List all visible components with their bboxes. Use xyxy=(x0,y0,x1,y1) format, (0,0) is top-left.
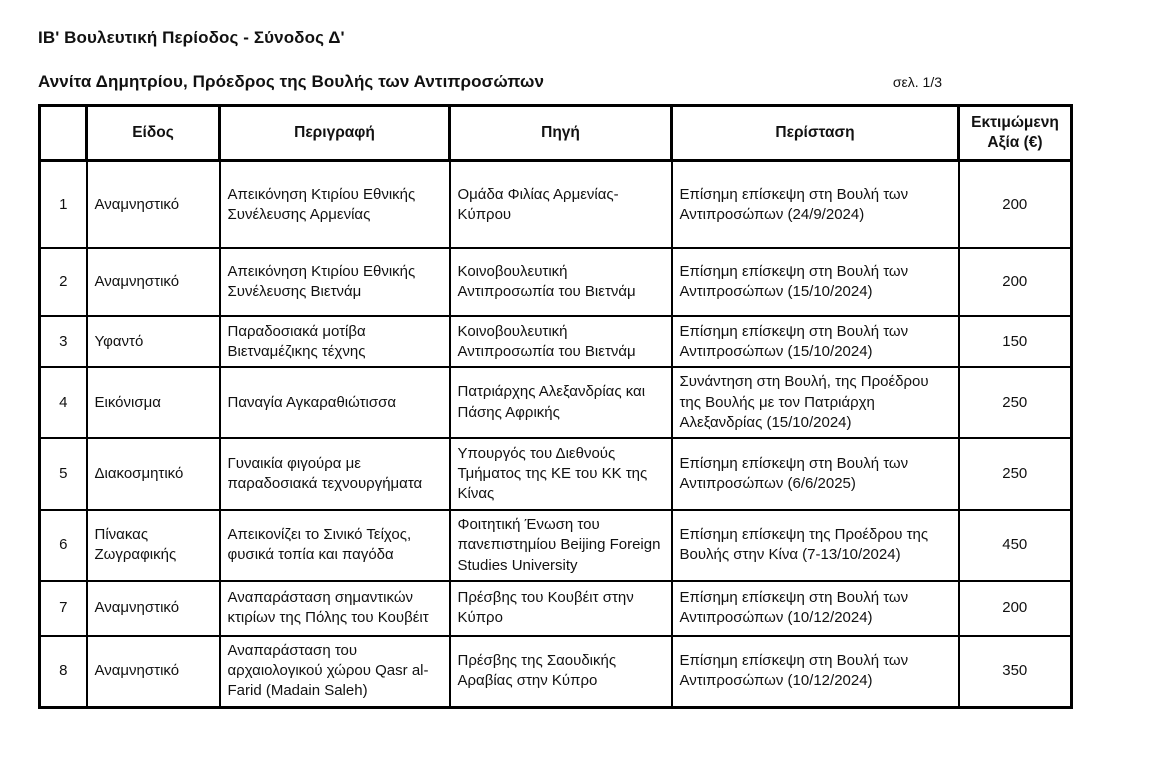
page-number: σελ. 1/3 xyxy=(892,74,942,90)
cell-value: 350 xyxy=(959,636,1072,707)
cell-description: Απεικόνηση Κτιρίου Εθνικής Συνέλευσης Βιετνάμ xyxy=(220,248,450,316)
cell-occasion: Επίσημη επίσκεψη στη Βουλή των Αντιπροσώπων (6/6/2025) xyxy=(672,438,959,510)
cell-kind: Πίνακας Ζωγραφικής xyxy=(87,510,220,581)
cell-kind: Αναμνηστικό xyxy=(87,636,220,707)
cell-index: 7 xyxy=(40,581,87,636)
cell-description: Παναγία Αγκαραθιώτισσα xyxy=(220,367,450,438)
cell-source: Κοινοβουλευτική Αντιπροσωπία του Βιετνάμ xyxy=(450,316,672,367)
cell-index: 4 xyxy=(40,367,87,438)
header-source: Πηγή xyxy=(450,106,672,161)
cell-index: 6 xyxy=(40,510,87,581)
cell-occasion: Συνάντηση στη Βουλή, της Προέδρου της Βουλής με τον Πατριάρχη Αλεξανδρίας (15/10/2024) xyxy=(672,367,959,438)
gifts-table-header xyxy=(40,106,1072,161)
document-content xyxy=(38,28,1070,709)
cell-kind: Αναμνηστικό xyxy=(87,161,220,249)
table-row xyxy=(40,636,1072,707)
cell-kind: Διακοσμητικό xyxy=(87,438,220,510)
cell-index: 5 xyxy=(40,438,87,510)
header-row xyxy=(40,106,1072,161)
table-row xyxy=(40,581,1072,636)
header-value: Εκτιμώμενη Αξία (€) xyxy=(959,106,1072,161)
cell-occasion: Επίσημη επίσκεψη στη Βουλή των Αντιπροσώπων (10/12/2024) xyxy=(672,581,959,636)
cell-value: 250 xyxy=(959,367,1072,438)
cell-value: 450 xyxy=(959,510,1072,581)
table-row xyxy=(40,248,1072,316)
cell-kind: Υφαντό xyxy=(87,316,220,367)
cell-source: Πρέσβης του Κουβέιτ στην Κύπρο xyxy=(450,581,672,636)
cell-occasion: Επίσημη επίσκεψη στη Βουλή των Αντιπροσώπων (24/9/2024) xyxy=(672,161,959,249)
cell-source: Κοινοβουλευτική Αντιπροσωπία του Βιετνάμ xyxy=(450,248,672,316)
gifts-table xyxy=(38,104,1073,709)
cell-source: Φοιτητική Ένωση του πανεπιστημίου Beijing Foreign Studies University xyxy=(450,510,672,581)
table-row xyxy=(40,367,1072,438)
cell-source: Ομάδα Φιλίας Αρμενίας-Κύπρου xyxy=(450,161,672,249)
cell-description: Απεικονίζει το Σινικό Τείχος, φυσικά τοπία και παγόδα xyxy=(220,510,450,581)
cell-description: Αναπαράσταση σημαντικών κτιρίων της Πόλης του Κουβέιτ xyxy=(220,581,450,636)
cell-description: Απεικόνηση Κτιρίου Εθνικής Συνέλευσης Αρμενίας xyxy=(220,161,450,249)
cell-description: Παραδοσιακά μοτίβα Βιετναμέζικης τέχνης xyxy=(220,316,450,367)
owner-title: Αννίτα Δημητρίου, Πρόεδρος της Βουλής των Αντιπροσώπων xyxy=(38,72,545,91)
period-title: ΙΒ' Βουλευτική Περίοδος - Σύνοδος Δ' xyxy=(38,28,345,47)
header-index xyxy=(40,106,87,161)
cell-value: 200 xyxy=(959,581,1072,636)
cell-description: Αναπαράσταση του αρχαιολογικού χώρου Qasr al-Farid (Madain Saleh) xyxy=(220,636,450,707)
cell-value: 150 xyxy=(959,316,1072,367)
cell-occasion: Επίσημη επίσκεψη στη Βουλή των Αντιπροσώπων (15/10/2024) xyxy=(672,248,959,316)
table-row xyxy=(40,161,1072,249)
cell-occasion: Επίσημη επίσκεψη της Προέδρου της Βουλής στην Κίνα (7-13/10/2024) xyxy=(672,510,959,581)
cell-kind: Αναμνηστικό xyxy=(87,248,220,316)
table-row xyxy=(40,510,1072,581)
cell-source: Πρέσβης της Σαουδικής Αραβίας στην Κύπρο xyxy=(450,636,672,707)
table-row xyxy=(40,438,1072,510)
cell-source: Πατριάρχης Αλεξανδρίας και Πάσης Αφρικής xyxy=(450,367,672,438)
cell-index: 3 xyxy=(40,316,87,367)
cell-value: 200 xyxy=(959,248,1072,316)
cell-index: 1 xyxy=(40,161,87,249)
cell-index: 8 xyxy=(40,636,87,707)
cell-kind: Εικόνισμα xyxy=(87,367,220,438)
header-description: Περιγραφή xyxy=(220,106,450,161)
table-row xyxy=(40,316,1072,367)
gifts-table-body xyxy=(40,161,1072,707)
cell-value: 200 xyxy=(959,161,1072,249)
cell-occasion: Επίσημη επίσκεψη στη Βουλή των Αντιπροσώπων (10/12/2024) xyxy=(672,636,959,707)
cell-source: Υπουργός του Διεθνούς Τμήματος της ΚΕ του ΚΚ της Κίνας xyxy=(450,438,672,510)
cell-value: 250 xyxy=(959,438,1072,510)
cell-description: Γυναικία φιγούρα με παραδοσιακά τεχνουργήματα xyxy=(220,438,450,510)
cell-kind: Αναμνηστικό xyxy=(87,581,220,636)
cell-index: 2 xyxy=(40,248,87,316)
cell-occasion: Επίσημη επίσκεψη στη Βουλή των Αντιπροσώπων (15/10/2024) xyxy=(672,316,959,367)
owner-title-row xyxy=(38,72,1070,92)
header-kind: Είδος xyxy=(87,106,220,161)
header-occasion: Περίσταση xyxy=(672,106,959,161)
